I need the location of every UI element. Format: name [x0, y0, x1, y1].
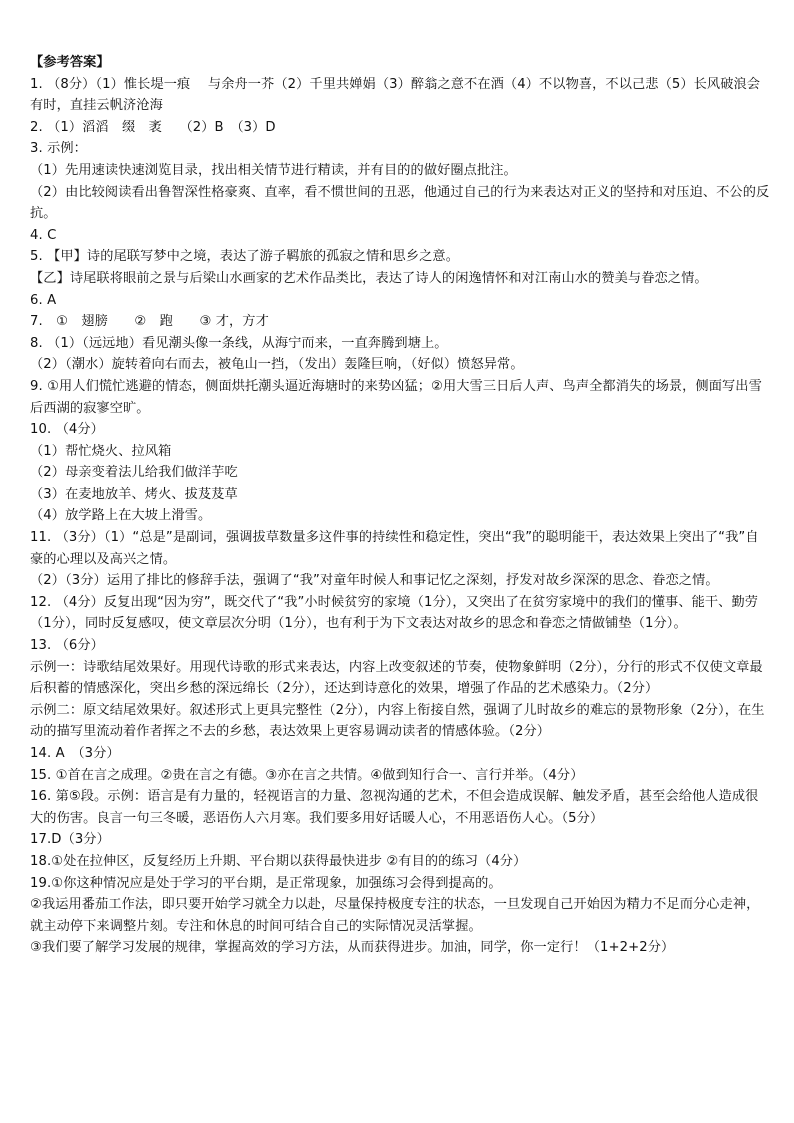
answer-line: 5. 【甲】诗的尾联写梦中之境，表达了游子羁旅的孤寂之情和思乡之意。	[30, 249, 459, 265]
answer-line: 18.①处在拉伸区，反复经历上升期、平台期以获得最快进步 ②有目的的练习（4分）	[30, 853, 527, 869]
answer-line: 7. ① 翅膀 ② 跑 ③ 才，方才	[30, 314, 269, 330]
answer-line: 14. A （3分）	[30, 746, 120, 761]
answer-line: 15. ①首在言之成理。②贵在言之有德。③亦在言之共情。④做到知行合一、言行并举。（4分）	[30, 767, 584, 783]
answer-line: （2）（潮水）旋转着向右而去，被龟山一挡，（发出）轰隆巨响，（好似）愤怒异常。	[30, 357, 524, 373]
answer-line: 12. （4分）反复出现“因为穷”，既交代了“我”小时候贫穷的家境（1分），又突出了在贫穷家境中的我们的懂事、能干、勤劳（1分），同时反复感叹，使文章层次分明（1分），也有利于为下文表达对故乡的思念和眷恋之情做铺垫（1分）。	[30, 594, 759, 632]
answer-line: （1）先用速读快速浏览目录，找出相关情节进行精读，并有目的的做好圈点批注。	[30, 162, 517, 178]
answer-line: 示例二：原文结尾效果好。叙述形式上更具完整性（2分），内容上衔接自然，强调了儿时故乡的难忘的景物形象（2分），在生动的描写里流动着作者挥之不去的乡愁，表达效果上更容易调动读者的情感体验。（2分）	[30, 702, 765, 740]
answer-line: （2）母亲变着法儿给我们做洋芋吃	[30, 465, 238, 481]
answer-line: ②我运用番茄工作法，即只要开始学习就全力以赴，尽量保持极度专注的状态，一旦发现自己开始因为精力不足而分心走神，就主动停下来调整片刻。专注和休息的时间可结合自己的实际情况灵活掌握。	[30, 897, 760, 934]
answer-line: 【乙】诗尾联将眼前之景与后梁山水画家的艺术作品类比，表达了诗人的闲逸情怀和对江南山水的赞美与眷恋之情。	[30, 270, 708, 286]
answer-line: 示例一：诗歌结尾效果好。用现代诗歌的形式来表达，内容上改变叙述的节奏，使物象鲜明（2分），分行的形式不仅使文章最后积蓄的情感深化，突出乡愁的深远绵长（2分），还达到诗意化的效果，增强了作品的艺术感染力。（2分）	[30, 659, 763, 697]
answer-line: ③我们要了解学习发展的规律，掌握高效的学习方法，从而获得进步。加油，同学，你一定行！（1+2+2分）	[30, 940, 675, 956]
answer-line: 17.D（3分）	[30, 832, 110, 848]
answer-line: 8. （1）（远远地）看见潮头像一条线，从海宁而来，一直奔腾到塘上。	[30, 335, 448, 351]
answer-line: 10. （4分）	[30, 422, 104, 438]
answer-line: （2）（3分）运用了排比的修辞手法，强调了“我”对童年时候人和事记忆之深刻，抒发对故乡深深的思念、眷恋之情。	[30, 573, 719, 589]
answer-content	[30, 52, 770, 959]
answer-heading: 【参考答案】	[30, 55, 110, 70]
answer-line: 1. （8分）（1）惟长堤一痕 与余舟一芥（2）千里共婵娟（3）醉翁之意不在酒（4）不以物喜，不以己悲（5）长风破浪会有时，直挂云帆济沧海	[30, 76, 761, 114]
answer-line: 9. ①用人们慌忙逃避的情态，侧面烘托潮头逼近海塘时的来势凶猛；②用大雪三日后人声、鸟声全都消失的场景，侧面写出雪后西湖的寂寥空旷。	[30, 378, 762, 416]
answer-line: 16. 第⑤段。示例：语言是有力量的，轻视语言的力量、忽视沟通的艺术，不但会造成误解、触发矛盾，甚至会给他人造成很大的伤害。良言一句三冬暖，恶语伤人六月寒。我们要多用好话暖人心，不用恶语伤人心。（5分）	[30, 789, 759, 826]
answer-line: 6. A	[30, 292, 57, 308]
answer-line: （2）由比较阅读看出鲁智深性格豪爽、直率，看不惯世间的丑恶，他通过自己的行为来表达对正义的坚持和对压迫、不公的反抗。	[30, 184, 770, 222]
answer-line: （3）在麦地放羊、烤火、拔芨芨草	[30, 486, 238, 502]
answer-line: （4）放学路上在大坡上滑雪。	[30, 508, 212, 524]
answer-line: 13. （6分）	[30, 638, 104, 654]
answer-line: 4. C	[30, 227, 57, 243]
answer-line: 3. 示例：	[30, 141, 87, 157]
answer-line: （1）帮忙烧火、拉风箱	[30, 443, 172, 459]
answer-line: 19.①你这种情况应是处于学习的平台期，是正常现象，加强练习会得到提高的。	[30, 875, 502, 891]
answer-line: 2. （1）滔滔 缀 袤 （2）B （3）D	[30, 119, 276, 135]
answer-line: 11. （3分）（1）“总是”是副词，强调拔草数量多这件事的持续性和稳定性，突出“我”的聪明能干，表达效果上突出了“我”自豪的心理以及高兴之情。	[30, 530, 759, 567]
